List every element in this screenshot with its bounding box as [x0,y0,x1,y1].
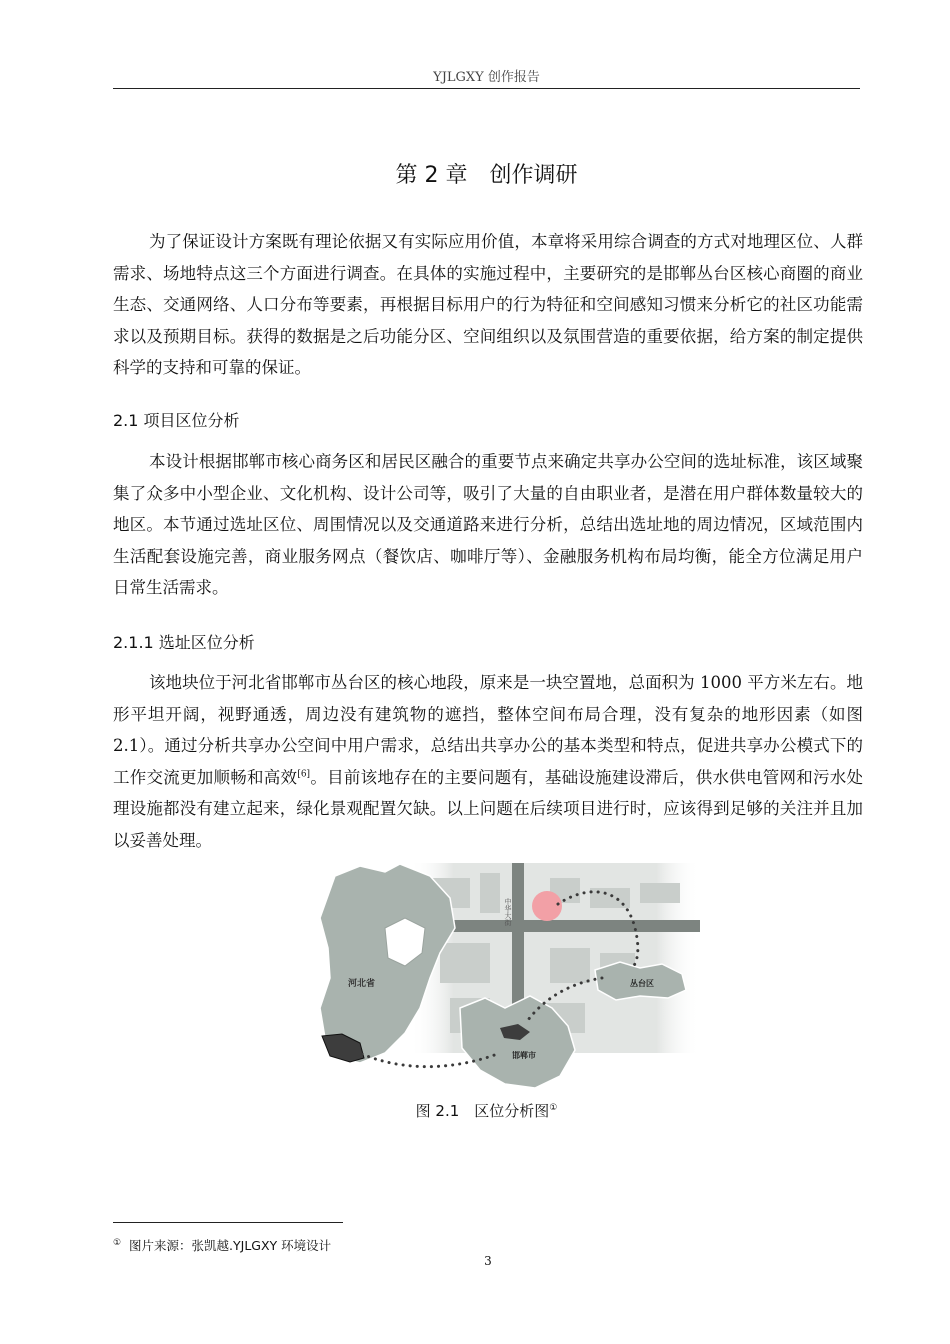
running-header: YJLGXY 创作报告 [433,70,540,85]
location-map-figure [290,858,700,1098]
section-heading-2-1-1: 2.1.1 选址区位分析 [113,633,255,652]
figure-caption [113,1100,860,1121]
site-marker [532,891,562,921]
paragraph-text: 该地块位于河北省邯郸市丛台区的核心地段，原来是一块空置地，总面积为 1000 平方米左右。地形平坦开阔，视野通透，周边没有建筑物的遮挡，整体空间布局合理，没有复杂的地形因素（如图 2.1）。通过分析共享办公空间中用户需求，总结出共享办公的基本类型和特点，促进共享办公模式下的工作交流更加顺畅和高效 [113,673,863,787]
road-label: 中华大街 [504,898,512,926]
intro-paragraph: 为了保证设计方案既有理论依据又有实际应用价值，本章将采用综合调查的方式对地理区位、人群需求、场地特点这三个方面进行调查。在具体的实施过程中，主要研究的是邯郸丛台区核心商圈的商业生态、交通网络、人口分布等要素，再根据目标用户的行为特征和空间感知习惯来分析它的社区功能需求以及预期目标。获得的数据是之后功能分区、空间组织以及氛围营造的重要依据，给方案的制定提供科学的支持和可靠的保证。 [113,232,863,378]
footnote-rule [113,1222,343,1223]
caption-footnote-mark[interactable]: ① [549,1103,558,1113]
section-heading-2-1: 2.1 项目区位分析 [113,411,240,430]
province-label: 河北省 [348,979,376,989]
city-label: 邯郸市 [512,1051,536,1060]
page-number: 3 [484,1254,492,1268]
footnote-mark: ① [113,1237,122,1248]
footnote [113,1236,331,1254]
paragraph-text-tail: 。目前该地存在的主要问题有，基础设施建设滞后，供水供电管网和污水处理设施都没有建立起来，绿化景观配置欠缺。以上问题在后续项目进行时，应该得到足够的关注并且加以妥善处理。 [113,767,864,850]
chapter-title: 第 2 章 创作调研 [395,163,578,188]
section-2-1-1-paragraph [113,667,863,857]
district-label: 丛台区 [630,979,654,988]
section-2-1-paragraph: 本设计根据邯郸市核心商务区和居民区融合的重要节点来确定共享办公空间的选址标准，该区域聚集了众多中小型企业、文化机构、设计公司等，吸引了大量的自由职业者，是潜在用户群体数量较大的地区。本节通过选址区位、周围情况以及交通道路来进行分析，总结出选址地的周边情况，区域范围内生活配套设施完善，商业服务网点（餐饮店、咖啡厅等）、金融服务机构布局均衡，能全方位满足用户日常生活需求。 [113,452,863,598]
citation-ref[interactable]: [6] [297,769,311,780]
caption-text: 图 2.1 区位分析图 [415,1102,550,1120]
footnote-text: 图片来源：张凯越.YJLGXY 环境设计 [129,1238,332,1253]
header-rule [113,88,860,89]
